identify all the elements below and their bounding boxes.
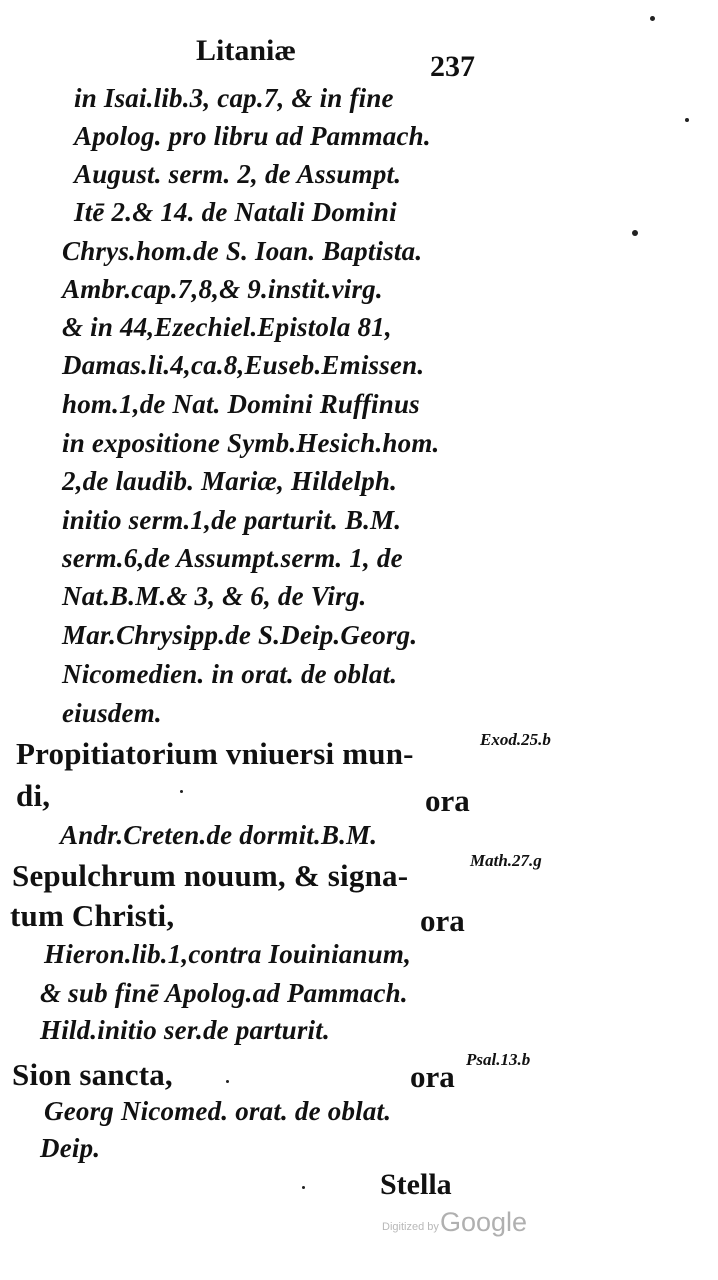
citation-line: in Isai.lib.3, cap.7, & in fine: [74, 83, 394, 113]
citation-line: Hieron.lib.1,contra Iouinianum,: [44, 939, 412, 969]
scan-speck: [632, 230, 638, 236]
citation-line: Chrys.hom.de S. Ioan. Baptista.: [62, 236, 423, 266]
litany-invocation-continued: di,: [16, 778, 51, 813]
google-watermark-logo: Google: [440, 1207, 528, 1237]
citation-line: Itē 2.& 14. de Natali Domini: [74, 197, 397, 227]
citation-line: Apolog. pro libru ad Pammach.: [74, 121, 431, 151]
citation-line: Nicomedien. in orat. de oblat.: [62, 659, 398, 689]
citation-line: Nat.B.M.& 3, & 6, de Virg.: [62, 581, 367, 611]
citation-line: Mar.Chrysipp.de S.Deip.Georg.: [62, 620, 418, 650]
citation-line: initio serm.1,de parturit. B.M.: [62, 505, 402, 535]
response-ora: ora: [420, 903, 465, 938]
litany-invocation: Sepulchrum nouum, & signa-: [12, 858, 409, 893]
citation-line: in expositione Symb.Hesich.hom.: [62, 428, 440, 458]
citation-line: Georg Nicomed. orat. de oblat.: [44, 1096, 392, 1126]
watermark-prefix: Digitized by: [382, 1221, 439, 1233]
citation-line: hom.1,de Nat. Domini Ruffinus: [62, 389, 420, 419]
citation-line: Damas.li.4,ca.8,Euseb.Emissen.: [62, 350, 425, 380]
margin-reference: Psal.13.b: [466, 1050, 531, 1069]
citation-line: August. serm. 2, de Assumpt.: [74, 159, 402, 189]
running-header: Litaniæ: [196, 34, 297, 67]
catchword: Stella: [380, 1168, 452, 1201]
litany-invocation: Sion sancta,: [12, 1057, 173, 1092]
citation-line: Hild.initio ser.de parturit.: [40, 1015, 330, 1045]
scan-speck: [226, 1080, 229, 1083]
citation-line: & sub finē Apolog.ad Pammach.: [40, 978, 408, 1008]
citation-line: & in 44,Ezechiel.Epistola 81,: [62, 312, 392, 342]
scan-speck: [302, 1186, 305, 1189]
citation-line: eiusdem.: [62, 698, 162, 728]
scan-speck: [685, 118, 689, 122]
scan-speck: [180, 790, 183, 793]
response-ora: ora: [410, 1059, 455, 1094]
margin-reference: Exod.25.b: [480, 730, 551, 749]
litany-invocation-continued: tum Christi,: [10, 898, 175, 933]
margin-reference: Math.27.g: [470, 851, 542, 870]
citation-line: Andr.Creten.de dormit.B.M.: [60, 820, 378, 850]
citation-line: Ambr.cap.7,8,& 9.instit.virg.: [62, 274, 383, 304]
citation-line: Deip.: [40, 1133, 101, 1163]
citation-line: serm.6,de Assumpt.serm. 1, de: [62, 543, 403, 573]
response-ora: ora: [425, 783, 470, 818]
page-number: 237: [430, 50, 475, 83]
litany-invocation: Propitiatorium vniuersi mun-: [16, 736, 414, 771]
scan-speck: [650, 16, 655, 21]
citation-line: 2,de laudib. Mariæ, Hildelph.: [62, 466, 398, 496]
